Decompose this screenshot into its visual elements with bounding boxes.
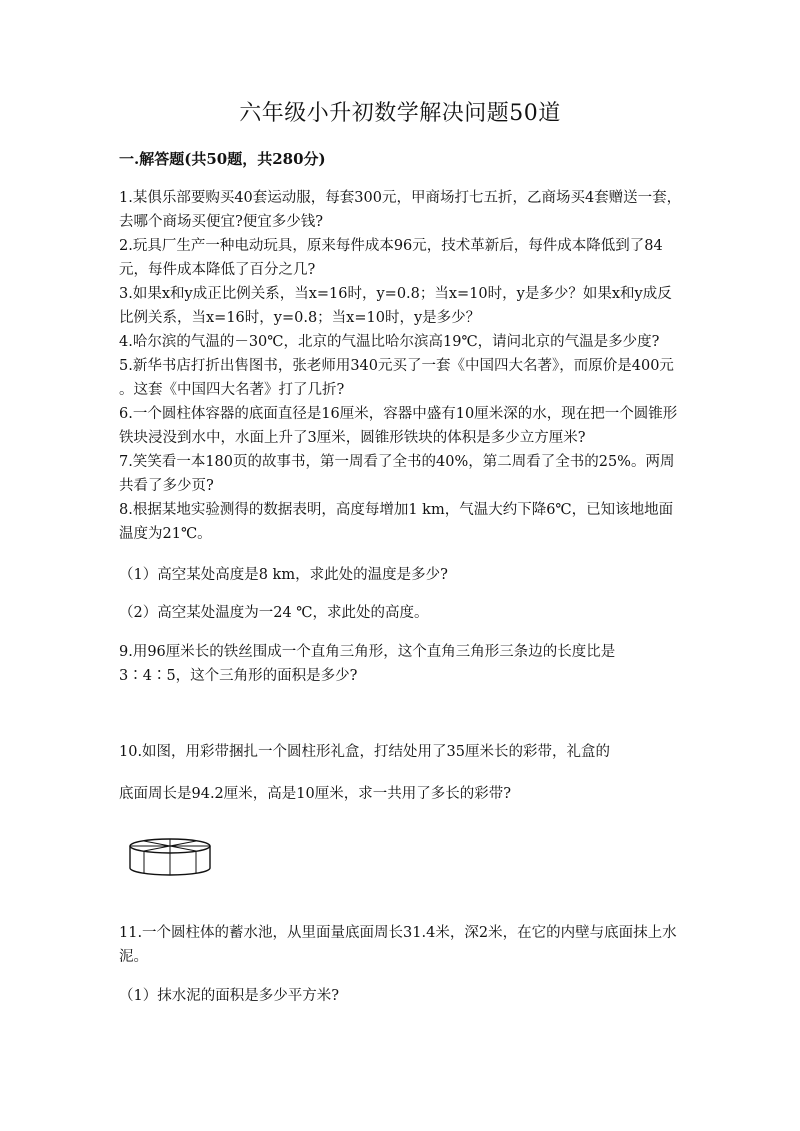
- question-2: 2.玩具厂生产一种电动玩具，原来每件成本96元，技术革新后，每件成本降低到了84元，每件成本降低了百分之几?: [119, 238, 663, 278]
- question-4: 4.哈尔滨的气温的－30℃，北京的气温比哈尔滨高19℃，请问北京的气温是多少度?: [119, 334, 660, 350]
- question-8-part-2: （2）高空某处温度为一24 ℃，求此处的高度。: [119, 605, 429, 621]
- section-heading: 一.解答题(共50题，共280分): [119, 150, 326, 168]
- question-5: 5.新华书店打折出售图书，张老师用340元买了一套《中国四大名著》，而原价是400元 。这套《中国四大名著》打了几折?: [119, 358, 674, 398]
- question-10-line-2: 底面周长是94.2厘米，高是10厘米，求一共用了多长的彩带?: [119, 786, 512, 802]
- question-3: 3.如果x和y成正比例关系，当x=16时，y=0.8；当x=10时，y是多少？如果x和y成反比例关系，当x=16时，y=0.8；当x=10时，y是多少？: [119, 286, 672, 326]
- question-8-part-1: （1）高空某处高度是8 km，求此处的温度是多少?: [119, 567, 448, 583]
- question-11-part-1: （1）抹水泥的面积是多少平方米?: [119, 988, 339, 1004]
- question-9: 9.用96厘米长的铁丝围成一个直角三角形，这个直角三角形三条边的长度比是3∶4∶5，这个三角形的面积是多少?: [119, 644, 616, 684]
- cylinder-gift-box-figure: [126, 836, 222, 880]
- question-1: 1.某俱乐部要购买40套运动服，每套300元，甲商场打七五折，乙商场买4套赠送一套，去哪个商场买便宜?便宜多少钱?: [119, 190, 682, 230]
- question-11: 11.一个圆柱体的蓄水池，从里面量底面周长31.4米，深2米，在它的内壁与底面抹上水泥。: [119, 925, 677, 965]
- question-6: 6.一个圆柱体容器的底面直径是16厘米，容器中盛有10厘米深的水，现在把一个圆锥形铁块浸没到水中，水面上升了3厘米，圆锥形铁块的体积是多少立方厘米?: [119, 406, 678, 446]
- question-8: 8.根据某地实验测得的数据表明，高度每增加1 km，气温大约下降6℃，已知该地地面温度为21℃。: [119, 502, 674, 542]
- question-10: [119, 731, 685, 815]
- page-title: 六年级小升初数学解决问题50道: [239, 101, 561, 126]
- question-7: 7.笑笑看一本180页的故事书，第一周看了全书的40%，第二周看了全书的25%。两周共看了多少页?: [119, 454, 675, 494]
- question-list: [119, 186, 685, 546]
- question-10-line-1: 10.如图，用彩带捆扎一个圆柱形礼盒，打结处用了35厘米长的彩带，礼盒的: [119, 744, 611, 760]
